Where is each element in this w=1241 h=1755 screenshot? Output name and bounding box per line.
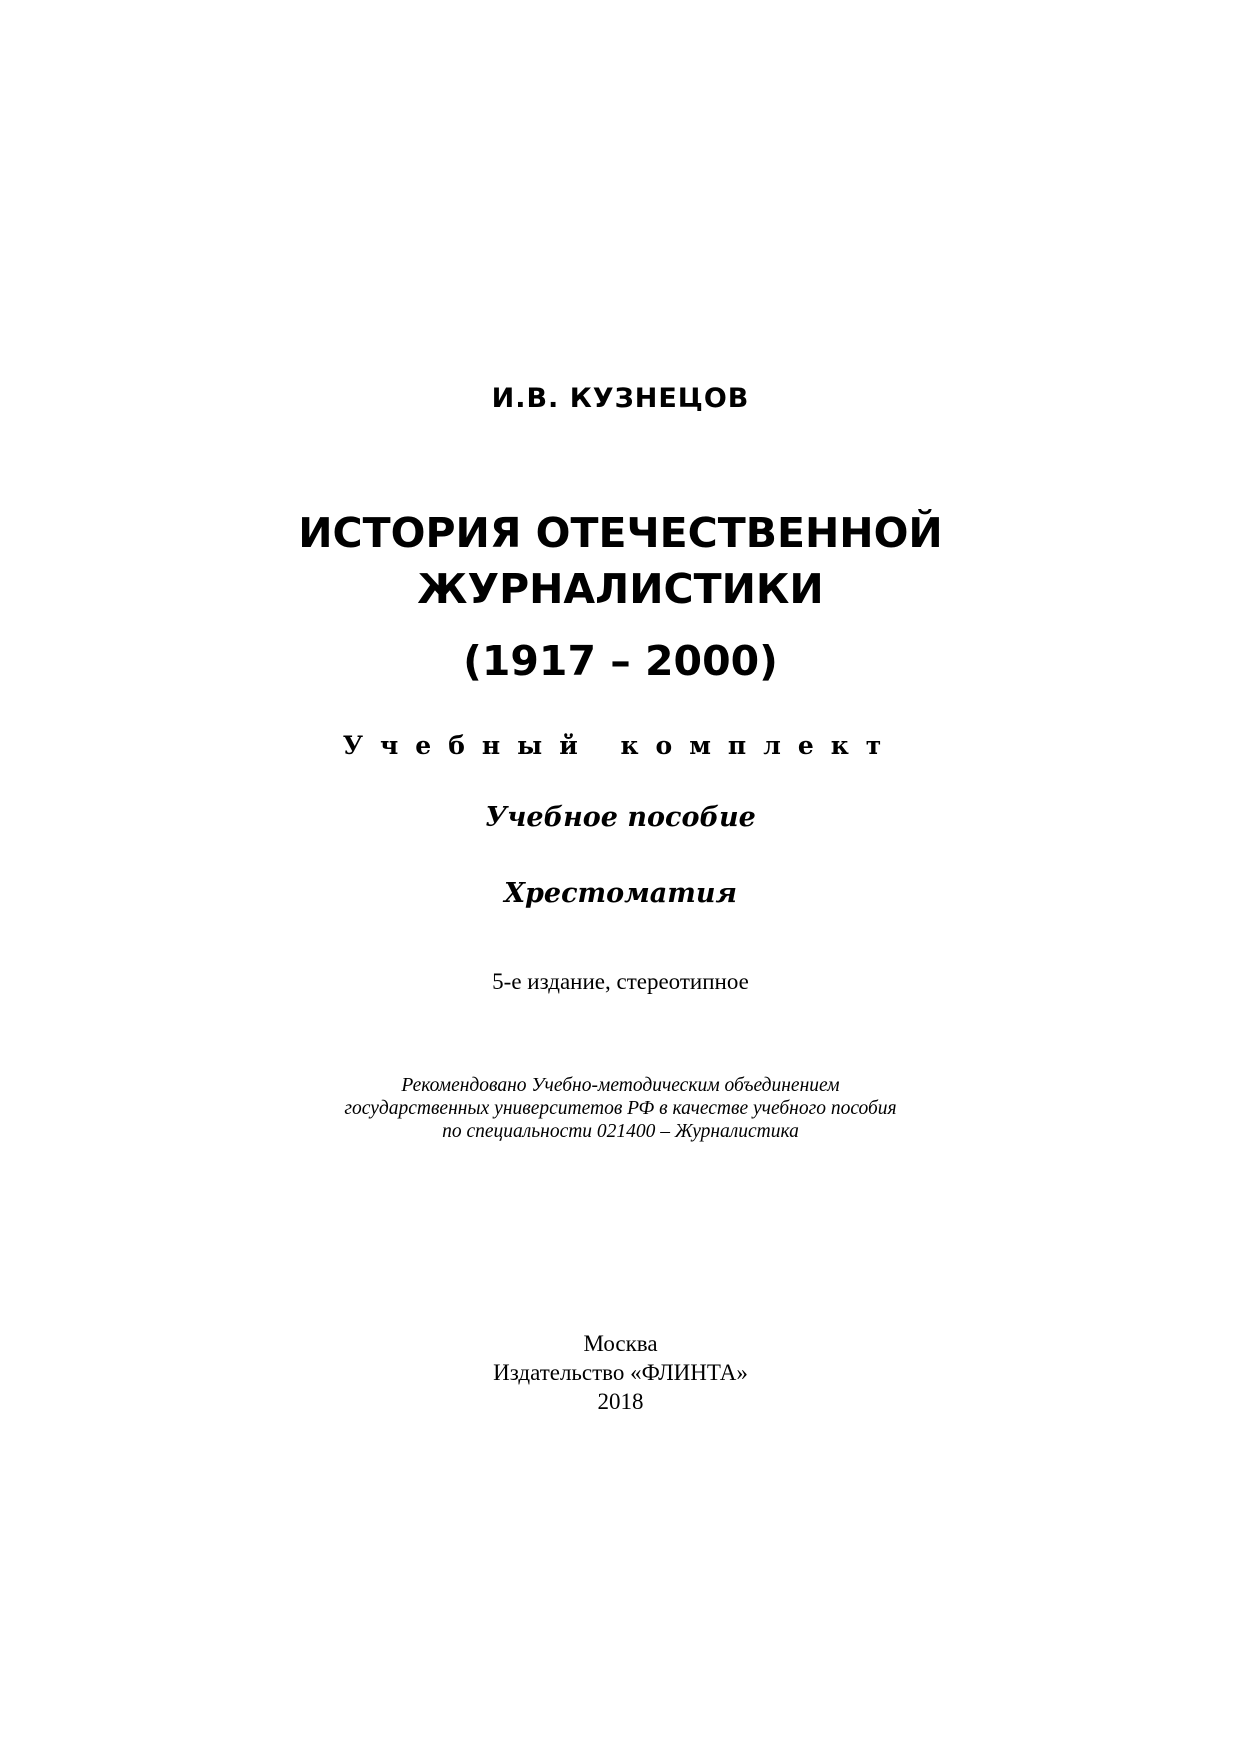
recommendation-line-1: Рекомендовано Учебно-методическим объединением xyxy=(401,1075,840,1096)
title-years: (1917 – 2000) xyxy=(463,637,778,685)
subtitle-reader: Хрестоматия xyxy=(504,878,737,909)
recommendation-line-2: государственных университетов РФ в качестве учебного пособия xyxy=(344,1098,897,1119)
recommendation-note xyxy=(0,1074,1241,1143)
imprint xyxy=(0,1329,1241,1416)
imprint-city: Москва xyxy=(583,1331,658,1356)
edition-note: 5-е издание, стереотипное xyxy=(492,969,749,994)
imprint-year: 2018 xyxy=(597,1389,644,1414)
imprint-publisher: Издательство «ФЛИНТА» xyxy=(493,1360,748,1385)
book-title xyxy=(0,505,1241,617)
recommendation-line-3: по специальности 021400 – Журналистика xyxy=(442,1121,799,1142)
author-name: И.В. КУЗНЕЦОВ xyxy=(491,383,750,414)
book-title-line-1: ИСТОРИЯ ОТЕЧЕСТВЕННОЙ xyxy=(298,509,943,557)
subtitle-textbook: Учебное пособие xyxy=(485,802,756,833)
kit-label: Учебный комплект xyxy=(342,731,899,760)
book-title-line-2: ЖУРНАЛИСТИКИ xyxy=(417,565,824,613)
